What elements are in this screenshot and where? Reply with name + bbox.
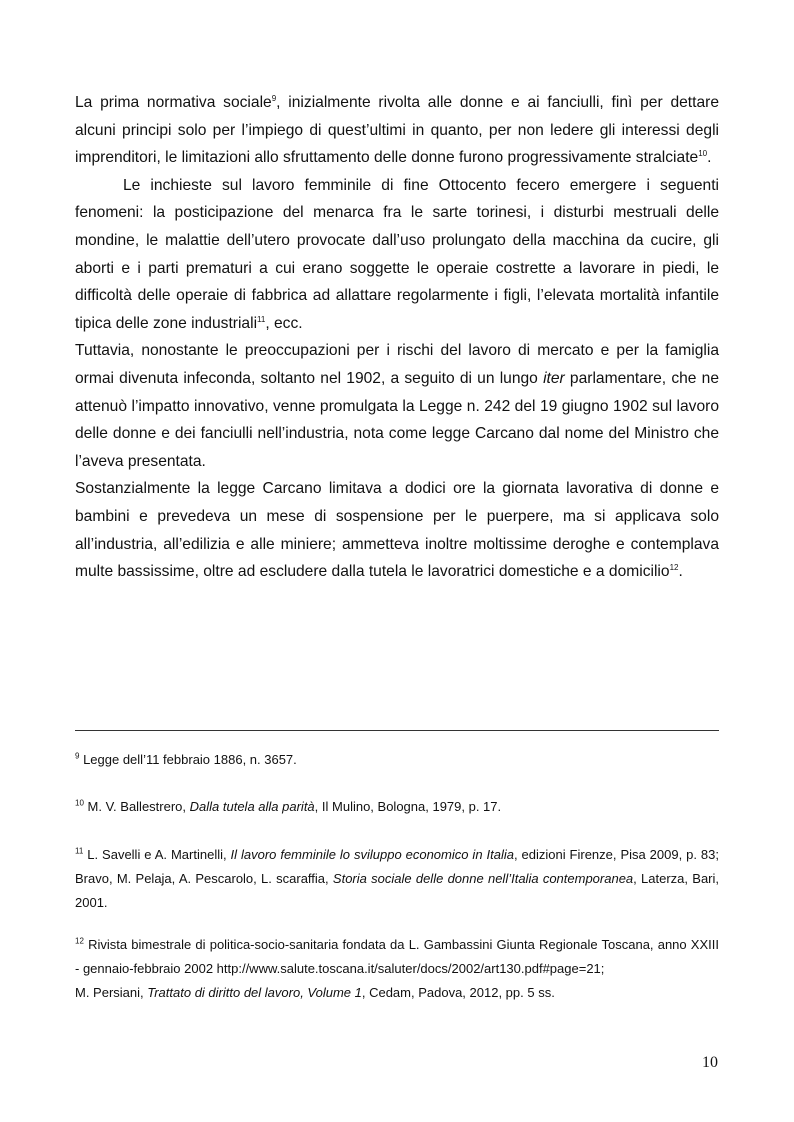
paragraph-1-end: . — [707, 149, 712, 167]
footnote-title: Trattato di diritto del lavoro, Volume 1 — [147, 985, 362, 1000]
footnote-ref-12[interactable]: 12 — [669, 562, 679, 572]
footnote-number: 10 — [75, 798, 84, 808]
footnote-text-cont: M. Persiani, — [75, 985, 148, 1000]
paragraph-1-text: La prima normativa sociale — [75, 94, 272, 111]
paragraph-1-text-cont: , inizialmente rivolta alle donne e ai fanciulli, finì per dettare alcuni principi solo per l’impiego di quest’ultimi in quanto, per non ledere gli interessi degli imprenditori, le limitazioni allo sfruttamento delle donne furono progressivamente stralciate — [75, 94, 720, 167]
footnote-12-line-1 — [75, 933, 719, 981]
footnote-text-cont: , Il Mulino, Bologna, 1979, p. 17. — [314, 799, 502, 814]
footnote-text: Rivista bimestrale di politica-socio-sanitaria fondata da L. Gambassini Giunta Regionale Toscana, anno XXIII - gennaio-febbraio 2002 http://www.salute.toscana.it/saluter/docs/2002/art130.pdf#page=21; — [75, 937, 719, 976]
footnote-number: 12 — [75, 936, 84, 946]
footnote-number: 11 — [75, 846, 84, 856]
footnote-9 — [75, 748, 719, 772]
page-number: 10 — [702, 1054, 718, 1071]
footnote-title: Dalla tutela alla parità — [189, 799, 315, 814]
footnote-text: L. Savelli e A. Martinelli, — [83, 847, 231, 862]
paragraph-3-text: Tuttavia, nonostante le preoccupazioni per i rischi del lavoro di mercato e per la famiglia ormai divenuta infeconda, soltanto nel 1902, a seguito di un lungo — [75, 342, 719, 387]
paragraph-1 — [75, 89, 719, 172]
paragraph-3-italic: iter — [543, 369, 565, 387]
footnote-title-2: Storia sociale delle donne nell’Italia contemporanea — [332, 871, 634, 886]
paragraph-3 — [75, 337, 719, 475]
main-text — [75, 89, 719, 586]
footnote-12-line-2 — [75, 981, 719, 1005]
footnote-text-end: , Laterza, Bari, 2001. — [75, 871, 720, 910]
footnote-separator — [75, 730, 719, 731]
footnote-title: Il lavoro femminile lo sviluppo economico in Italia — [230, 847, 514, 862]
paragraph-4-end: . — [678, 563, 683, 581]
paragraph-4-text: Sostanzialmente la legge Carcano limitava a dodici ore la giornata lavorativa di donne e bambini e prevedeva un mese di sospensione per le puerpere, ma si applicava solo all’industria, all’edilizia e alle miniere; ammetteva inoltre moltissime deroghe e contemplava multe bassissime, oltre ad escludere dalla tutela le lavoratrici domestiche e a domicilio — [75, 480, 719, 581]
footnote-text: Legge dell’11 febbraio 1886, n. 3657. — [79, 752, 297, 767]
footnote-ref-10[interactable]: 10 — [698, 149, 708, 158]
footnote-ref-11[interactable]: 11 — [257, 314, 266, 324]
footnote-text-end: , Cedam, Padova, 2012, pp. 5 ss. — [361, 985, 555, 1000]
paragraph-2 — [75, 172, 719, 338]
footnote-10 — [75, 795, 719, 819]
footnote-text: M. V. Ballestrero, — [83, 799, 190, 814]
footnote-number: 9 — [75, 751, 80, 761]
paragraph-3-text-cont: parlamentare, che ne attenuò l’impatto innovativo, venne promulgata la Legge n. 242 del 19 giugno 1902 sul lavoro delle donne e dei fanciulli nell’industria, nota come legge Carcano dal nome del Ministro che l’aveva presentata. — [75, 369, 720, 470]
footnote-11 — [75, 843, 719, 915]
paragraph-2-end: , ecc. — [265, 314, 303, 332]
paragraph-2-text: Le inchieste sul lavoro femminile di fine Ottocento fecero emergere i seguenti fenomeni: la posticipazione del menarca fra le sarte torinesi, i disturbi mestruali delle mondine, le malattie dell’utero provocate dall’uso prolungato della macchina da cucire, gli aborti e i parti prematuri a cui erano soggette le operaie costrette a lavorare in piedi, le difficoltà delle operaie di fabbrica ad allattare regolarmente i figli, l’elevata mortalità infantile tipica delle zone industriali — [75, 176, 719, 332]
paragraph-4 — [75, 475, 719, 585]
footnote-ref-9[interactable]: 9 — [271, 93, 277, 103]
footnote-text-cont: , edizioni Firenze, Pisa 2009, p. 83; Bravo, M. Pelaja, A. Pescarolo, L. scaraffia, — [75, 847, 720, 886]
footnote-12 — [75, 933, 719, 1005]
